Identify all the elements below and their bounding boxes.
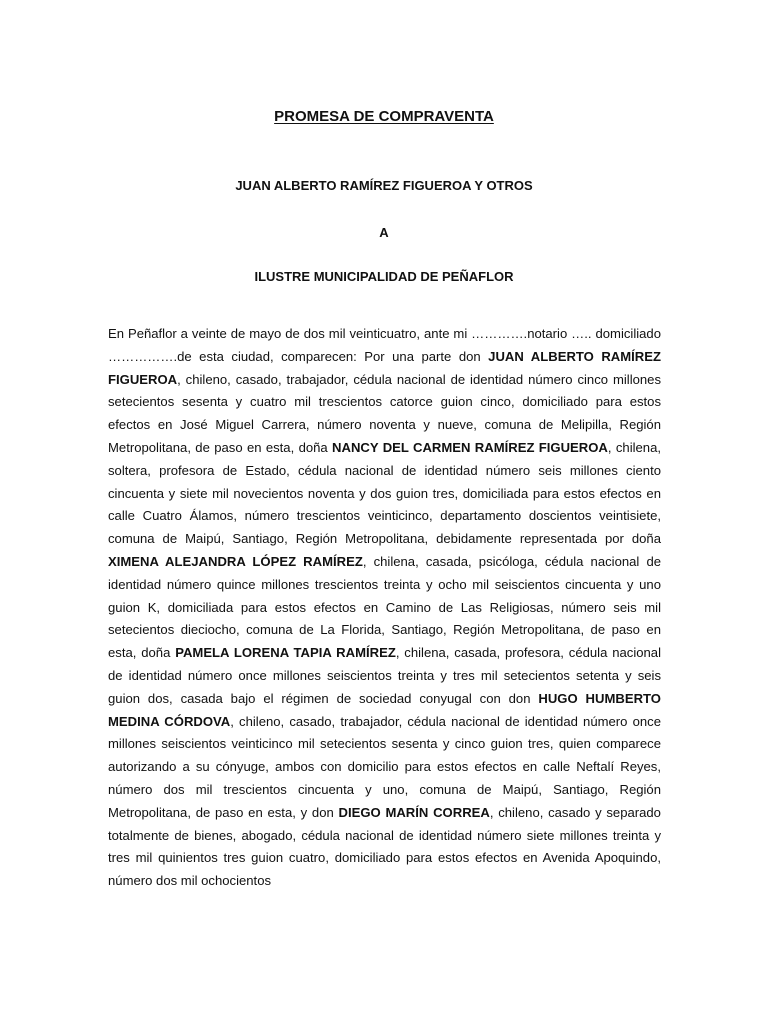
party-name: HUGO HUMBERTO MEDINA CÓRDOVA [108, 690, 661, 729]
party-name: NANCY DEL CARMEN RAMÍREZ FIGUEROA [332, 439, 608, 455]
body-text-segment: , chilena, casada, psicóloga, cédula nacional de identidad número quince millones trescientos treinta y ocho mil seiscientos cincuenta y uno guion K, domiciliada para estos efectos en Camino de Las Religiosas, número seis mil setecientos dieciocho, comuna de La Florida, Santiago, Región Metropolitana, de paso en esta, doña [108, 553, 662, 661]
party-name: PAMELA LORENA TAPIA RAMÍREZ [175, 645, 396, 661]
party-name: XIMENA ALEJANDRA LÓPEZ RAMÍREZ [108, 553, 363, 569]
body-text-segment: , chileno, casado, trabajador, cédula nacional de identidad número once millones seiscientos veinticinco mil setecientos sesenta y cinco guion tres, quien comparece autorizando a su cónyuge, ambos con domicilio para estos efectos en calle Neftalí Reyes, número dos mil trescientos cincuenta y uno, comuna de Maipú, Santiago, Región Metropolitana, de paso en esta, y don [108, 713, 661, 820]
parties-heading: JUAN ALBERTO RAMÍREZ FIGUEROA Y OTROS [235, 178, 533, 193]
body-text-segment: , chilena, soltera, profesora de Estado, cédula nacional de identidad número seis millones ciento cincuenta y siete mil novecientos noventa y dos guion tres, domiciliada para estos efectos en calle Cuatro Álamos, número trescientos veinticinco, departamento doscientos veintisiete, comuna de Maipú, Santiago, Región Metropolitana, debidamente representada por doña [108, 439, 661, 547]
document-title: PROMESA DE COMPRAVENTA [274, 108, 494, 125]
body-text-segment: , chileno, casado, trabajador, cédula nacional de identidad número cinco millones setecientos sesenta y cuatro mil trescientos catorce guion cinco, domiciliado para estos efectos en José Miguel Carrera, número noventa y nueve, comuna de Melipilla, Región Metropolitana, de paso en esta, doña [108, 371, 661, 455]
body-text-segment: En Peñaflor a veinte de mayo de dos mil veinticuatro, ante mi ………….notario ….. domiciliado …………….de esta ciudad, comparecen: Por una parte don [108, 326, 661, 364]
body-text-segment: , chileno, casado y separado totalmente de bienes, abogado, cédula nacional de identidad número siete millones treinta y tres mil quinientos tres guion cuatro, domiciliado para estos efectos en Avenida Apoquindo, número dos mil ochocientos [108, 804, 661, 889]
counterparty-heading: ILUSTRE MUNICIPALIDAD DE PEÑAFLOR [254, 269, 514, 284]
paragraph [108, 323, 661, 893]
body-text-segment: , chilena, casada, profesora, cédula nacional de identidad número once millones seiscientos treinta y tres mil setecientos setenta y seis guion dos, casada bajo el régimen de sociedad conyugal con don [108, 645, 661, 706]
connector-heading: A [379, 225, 389, 240]
party-name: DIEGO MARÍN CORREA [338, 804, 490, 820]
body-paragraph [108, 323, 661, 893]
party-name: JUAN ALBERTO RAMÍREZ FIGUEROA [108, 348, 661, 387]
